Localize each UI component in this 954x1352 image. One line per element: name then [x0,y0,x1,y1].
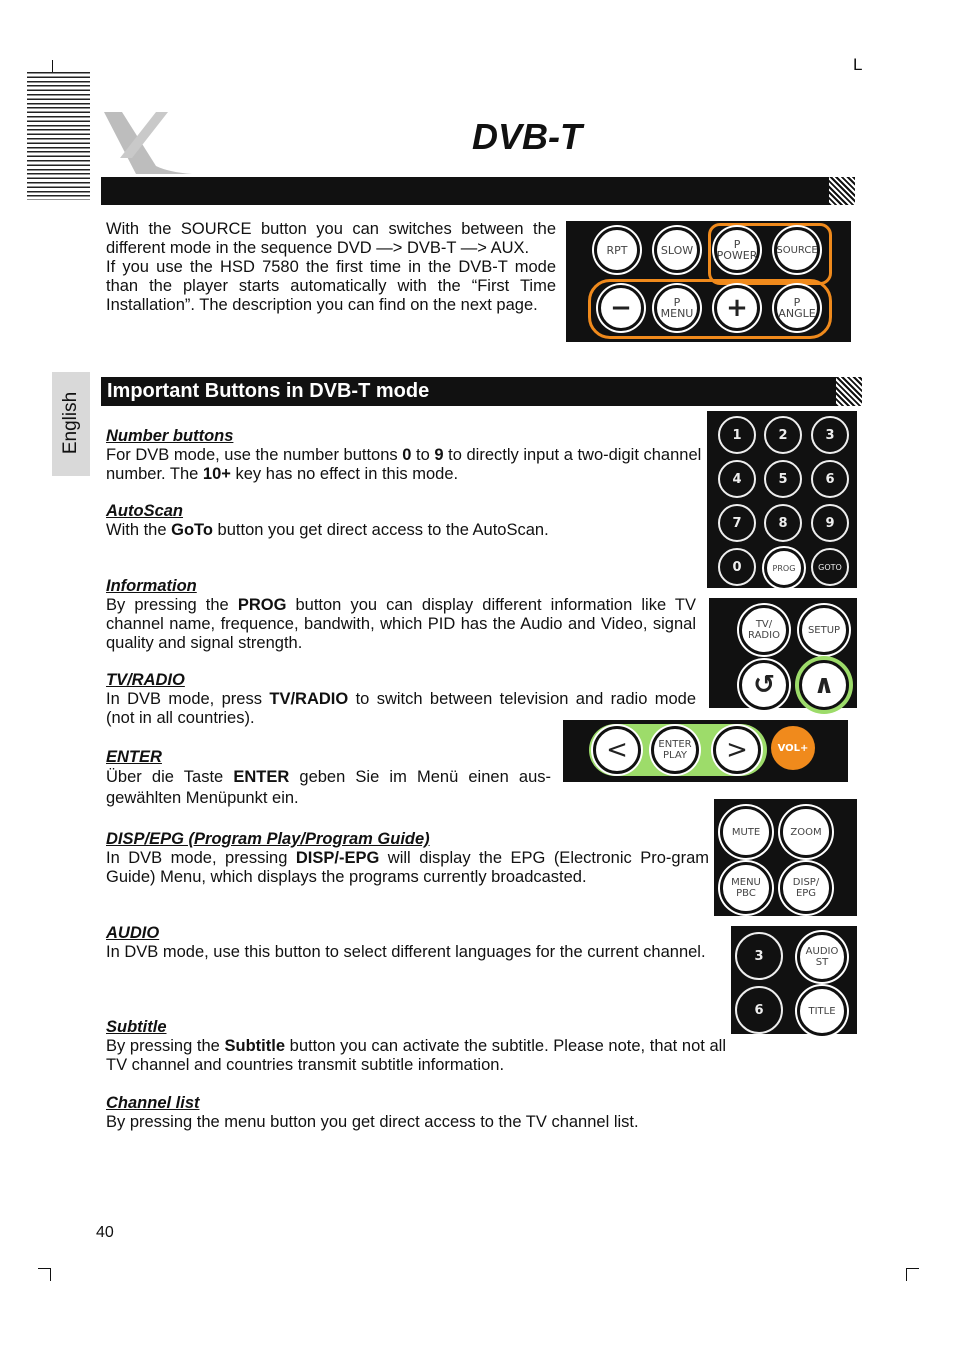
digit-8-button[interactable]: 8 [764,504,802,542]
information-text-2: button you can display different information like TV channel name, frequence, bandwith, which PID has the Audio and Video, signal quality and signal strength. [106,596,696,652]
mute-buttons-panel [714,799,857,916]
tvradio-buttons-panel [709,598,857,708]
disp-bold: DISP/-EPG [295,849,380,867]
up-arrow-button[interactable]: ∧ [799,660,849,710]
channel-list-section [106,1094,726,1132]
enter-text-1: Über die Taste [106,768,234,786]
information-section [106,577,696,653]
intro-paragraph-1: With the SOURCE button you can switches between the different mode in the sequence DVD —> DVB-T —> AUX. [106,220,556,257]
vol-plus-button[interactable]: VOL+ [771,726,815,770]
crop-mark-bottom-left [38,1268,51,1281]
left-arrow-button[interactable]: < [593,726,641,774]
audio-text: In DVB mode, use this button to select different languages for the current channel. [106,943,706,961]
digit-1-button[interactable]: 1 [718,416,756,454]
plus-button[interactable]: + [714,285,760,331]
source-buttons-panel [566,221,851,342]
digit-4-button[interactable]: 4 [718,460,756,498]
brand-logo [96,108,196,176]
intro-paragraph-2: If you use the HSD 7580 the first time in the DVB-T mode than the player starts automatically with the “First Time Installation”. The description you can find on the next page. [106,258,556,314]
information-text-1: By pressing the [106,596,238,614]
corner-mark: L [853,55,863,74]
return-button[interactable]: ↺ [739,660,789,710]
subtitle-text-1: By pressing the [106,1037,225,1055]
enter-bold: ENTER [233,768,290,786]
page-title: DVB-T [472,116,582,157]
intro-text [106,220,556,315]
enter-heading: ENTER [106,748,162,766]
digit-5-button[interactable]: 5 [764,460,802,498]
tvradio-bold: TV/RADIO [269,690,349,708]
slow-button[interactable]: SLOW [654,227,700,273]
goto-button[interactable]: GOTO [811,548,849,586]
setup-button[interactable]: SETUP [799,605,849,655]
tvradio-heading: TV/RADIO [106,671,185,689]
disp-epg-button[interactable]: DISP/ EPG [780,862,832,914]
enter-buttons-panel [563,720,848,782]
digit-2-button[interactable]: 2 [764,416,802,454]
language-tab [52,372,90,476]
enter-play-button[interactable]: ENTER PLAY [651,726,699,774]
number-buttons-section [106,427,702,484]
autoscan-bold-goto: GoTo [171,521,213,539]
disp-text-2: will display the EPG (Electronic Pro-gram Guide) Menu, which displays the programs currently broadcasted. [106,849,710,886]
section-title: Important Buttons in DVB-T mode [107,380,430,402]
number-bold-0: 0 [402,446,412,464]
crop-mark-bottom-right [906,1268,919,1281]
autoscan-heading: AutoScan [106,502,184,520]
tvradio-button[interactable]: TV/ RADIO [739,605,789,655]
subtitle-bold: Subtitle [224,1037,286,1055]
header-stripes [27,72,90,200]
autoscan-section [106,502,702,540]
title-button[interactable]: TITLE [797,986,847,1036]
autoscan-text-2: button you get direct access to the AutoScan. [212,521,549,539]
subtitle-section [106,1018,726,1075]
mute-button[interactable]: MUTE [720,806,772,858]
enter-section [106,748,551,809]
number-text-3: to directly input a two-digit channel number. The [106,446,702,483]
information-heading: Information [106,577,197,595]
digit-3-button[interactable]: 3 [811,416,849,454]
number-buttons-heading: Number buttons [106,427,234,445]
section-bar-hatch [836,377,862,406]
right-arrow-button[interactable]: > [713,726,761,774]
language-tab-label: English [60,391,81,455]
disp-text-1: In DVB mode, pressing [106,849,296,867]
audio-buttons-panel [731,926,857,1034]
title-bar [101,177,829,205]
prog-button[interactable]: PROG [764,548,804,588]
digit-6-button-audio[interactable]: 6 [735,986,783,1034]
audio-st-button[interactable]: AUDIO ST [797,932,847,982]
digit-7-button[interactable]: 7 [718,504,756,542]
information-bold-prog: PROG [237,596,287,614]
disp-epg-heading: DISP/EPG (Program Play/Program Guide) [106,830,430,848]
digit-9-button[interactable]: 9 [811,504,849,542]
rpt-button[interactable]: RPT [594,227,640,273]
number-bold-9: 9 [434,446,444,464]
autoscan-text-1: With the [106,521,172,539]
zoom-button[interactable]: ZOOM [780,806,832,858]
tvradio-text-1: In DVB mode, press [106,690,270,708]
digit-3-button-audio[interactable]: 3 [735,932,783,980]
enter-text-2: geben Sie im Menü einen aus-gewählten Menüpunkt ein. [106,768,551,807]
number-text-2: to [411,446,435,464]
disp-epg-section [106,830,709,887]
power-button[interactable]: P POWER [714,227,760,273]
menu-pbc-button[interactable]: MENU PBC [720,862,772,914]
source-button[interactable]: SOURCE [774,227,820,273]
menu-button[interactable]: P MENU [654,285,700,331]
minus-button[interactable]: − [598,285,644,331]
angle-button[interactable]: P ANGLE [774,285,820,331]
channel-list-text: By pressing the menu button you get direct access to the TV channel list. [106,1113,639,1131]
number-text-1: For DVB mode, use the number buttons [106,446,403,464]
number-bold-10plus: 10+ [202,465,231,483]
channel-list-heading: Channel list [106,1094,200,1112]
page-number: 40 [96,1224,114,1241]
subtitle-heading: Subtitle [106,1018,167,1036]
title-bar-hatch [829,177,855,205]
digit-6-button[interactable]: 6 [811,460,849,498]
subtitle-text-2: button you can activate the subtitle. Please note, that not all TV channel and countries transmit subtitle information. [106,1037,727,1074]
number-text-4: key has no effect in this mode. [230,465,459,483]
audio-section [106,924,726,962]
audio-heading: AUDIO [106,924,160,942]
digit-0-button[interactable]: 0 [718,548,756,586]
number-buttons-panel [707,411,857,588]
tvradio-text-2: to switch between television and radio mode (not in all countries). [106,690,697,727]
